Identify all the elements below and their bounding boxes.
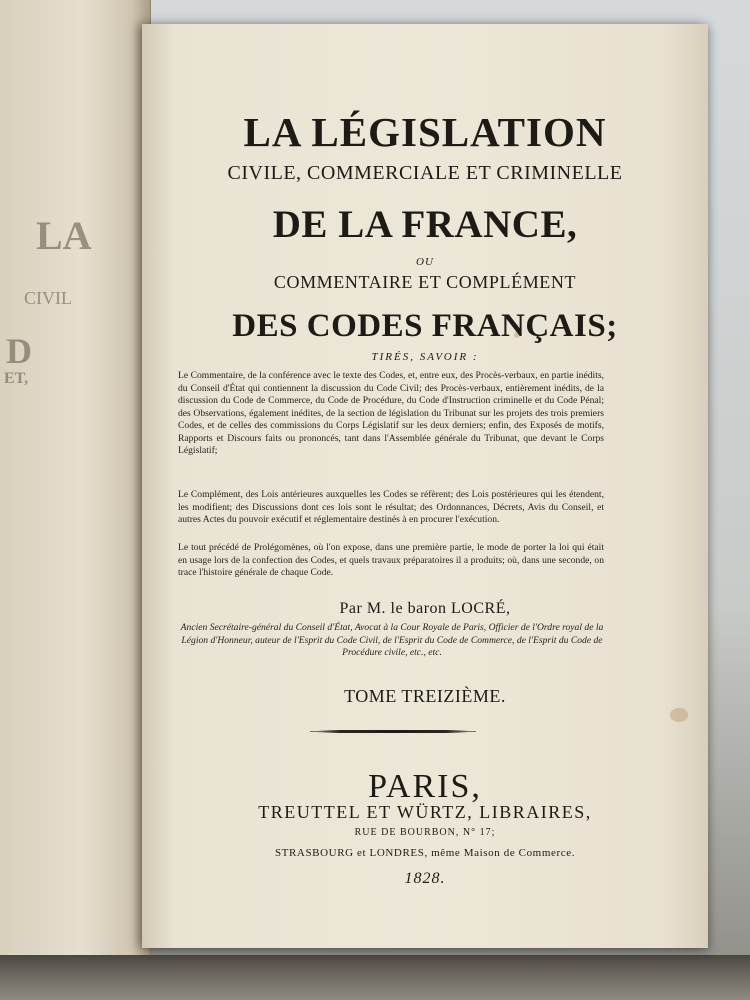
facing-page-fragment: ET, — [4, 370, 29, 387]
paragraph-commentaire — [178, 370, 604, 458]
author-line: Par M. le baron LOCRÉ, — [339, 600, 511, 617]
facing-page-fragment: D — [6, 331, 32, 371]
imprint-city: PARIS, — [368, 768, 482, 805]
paragraph-complement-text: Le Complément, des Lois antérieures auxquelles les Codes se réfèrent; des Lois postérieures qui les étendent, les modifient; des Discussions dont ces lois sont le résultat; des Ordonnances, Décrets, Avis du Conseil, et autres Actes du pouvoir exécutif et réglementaire destinés à en procurer l'exécution. — [178, 489, 604, 525]
book-bottom-edge — [0, 955, 750, 1000]
title-line-2: CIVILE, COMMERCIALE ET CRIMINELLE — [227, 162, 623, 184]
title-page — [142, 24, 708, 948]
imprint-year: 1828. — [404, 870, 446, 887]
paragraph-commentaire-text: Le Commentaire, de la conférence avec le texte des Codes, et, entre eux, des Procès-verbaux, en partie inédits, du Conseil d'État qui contiennent la discussion du Code Civil; des Procès-verbaux, entièrement inédits, de la discussion du Code de Commerce, du Code de Procédure, du Code d'Instruction criminelle et du Code Pénal; des Observations, également inédites, de la section de législation du Tribunat sur les projets des trois premiers Codes, et de celles des commissions du Corps Législatif sur les deux derniers; enfin, des Exposés de motifs, Rapports et Discours faits ou prononcés, tant dans l'Assemblée générale du Tribunat, que devant le Corps Législatif; — [178, 370, 604, 456]
title-line-1: LA LÉGISLATION — [243, 109, 607, 155]
title-line-5: DES CODES FRANÇAIS; — [232, 308, 618, 344]
facing-page-fragment: CIVIL — [24, 288, 72, 308]
volume-label: TOME TREIZIÈME. — [344, 686, 506, 706]
subtitle: TIRÉS, SAVOIR : — [371, 351, 479, 363]
divider-ornament — [317, 730, 469, 733]
paragraph-prolegomenes — [178, 542, 604, 580]
paragraph-prolegomenes-text: Le tout précédé de Prolégomènes, où l'on expose, dans une première partie, le mode de porter la loi qui était en usage lors de la confection des Codes, et quels travaux préparatoires il a produits; où, dans une seconde, on trace l'histoire générale de chaque Code. — [178, 542, 604, 578]
author-description: Ancien Secrétaire-général du Conseil d'État, Avocat à la Cour Royale de Paris, Officier de l'Ordre royal de la Légion d'Honneur, auteur de l'Esprit du Code Civil, de l'Esprit du Code de Commerce, de l'Esprit du Code de Procédure civile, etc., etc. — [180, 622, 604, 658]
paragraph-complement — [178, 489, 604, 527]
title-line-3: DE LA FRANCE, — [272, 203, 578, 246]
imprint-publisher: TREUTTEL ET WÜRTZ, LIBRAIRES, — [258, 802, 592, 822]
title-line-4: COMMENTAIRE ET COMPLÉMENT — [273, 272, 577, 292]
facing-page-fragment: LA — [36, 213, 92, 258]
facing-page — [0, 0, 151, 960]
imprint-branches: STRASBOURG et LONDRES, même Maison de Commerce. — [274, 847, 576, 859]
foxing-stain — [670, 708, 688, 722]
title-conjunction: OU — [416, 256, 434, 268]
imprint-address: RUE DE BOURBON, N° 17; — [354, 827, 496, 838]
